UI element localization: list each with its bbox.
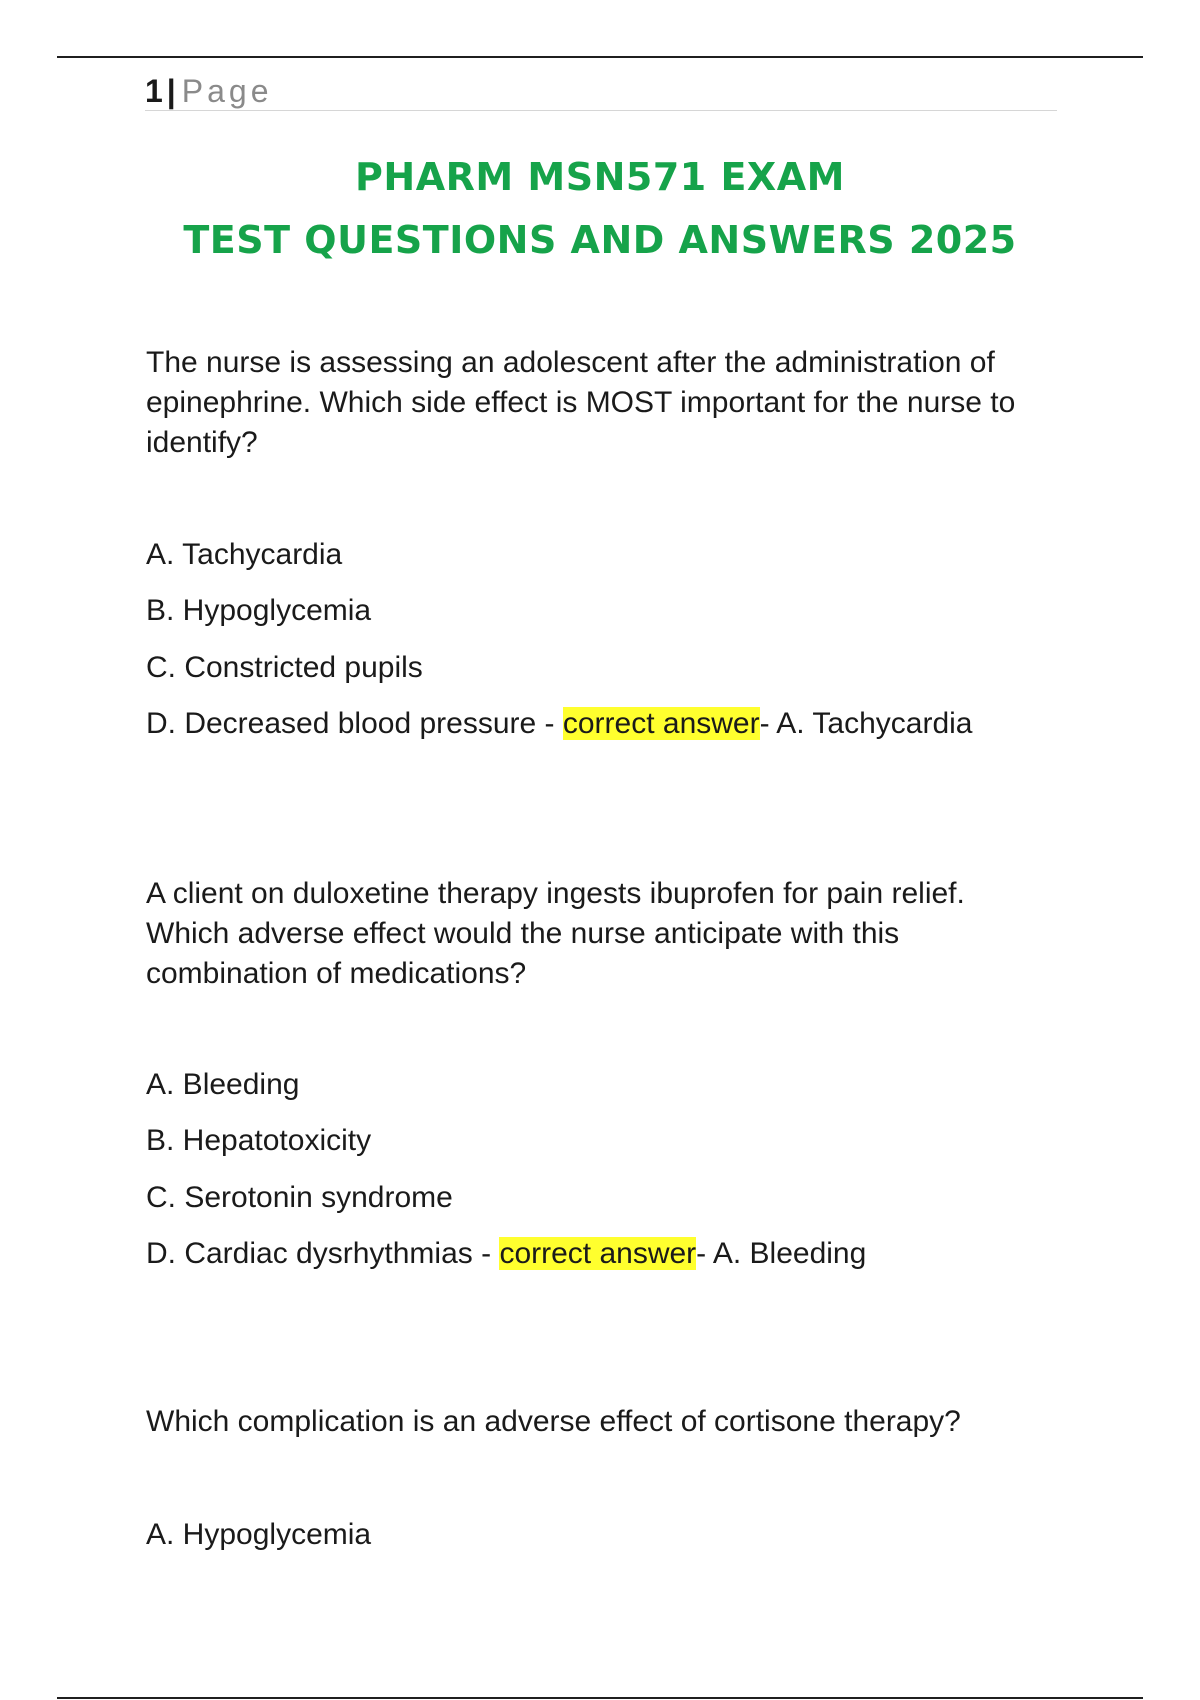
question-3-text: Which complication is an adverse effect of cortisone therapy? <box>146 1405 961 1438</box>
question-1-answer-highlight: correct answer <box>562 707 760 740</box>
question-2-option-c: C. Serotonin syndrome <box>146 1181 453 1214</box>
top-rule <box>57 56 1143 58</box>
document-title-line-1: PHARM MSN571 EXAM <box>355 155 845 199</box>
page-header <box>145 72 1057 111</box>
question-2-answer-highlight: correct answer <box>499 1237 697 1270</box>
question-2-option-d-text: D. Cardiac dysrhythmias - <box>146 1237 500 1270</box>
question-2-option-d <box>146 1234 866 1274</box>
page-label: Page <box>181 73 273 109</box>
question-2-answer-text: - A. Bleeding <box>696 1237 867 1270</box>
question-1-option-a: A. Tachycardia <box>146 538 343 571</box>
question-2-text: A client on duloxetine therapy ingests ibuprofen for pain relief. Which adverse effect would the nurse anticipate with this combination of medications? <box>146 877 965 990</box>
bottom-rule <box>57 1697 1143 1699</box>
page-separator: | <box>166 73 176 109</box>
question-1-option-c: C. Constricted pupils <box>146 651 423 684</box>
document-title-line-2: TEST QUESTIONS AND ANSWERS 2025 <box>183 218 1017 262</box>
question-1-text: The nurse is assessing an adolescent after the administration of epinephrine. Which side effect is MOST important for the nurse to identify? <box>146 346 1016 459</box>
question-2-option-a: A. Bleeding <box>146 1068 300 1101</box>
question-1-answer-text: - A. Tachycardia <box>759 707 973 740</box>
page-number: 1 <box>145 73 163 109</box>
question-1-option-b: B. Hypoglycemia <box>146 594 372 627</box>
question-3-option-a: A. Hypoglycemia <box>146 1518 372 1551</box>
question-1-option-d <box>146 704 973 744</box>
question-2-option-b: B. Hepatotoxicity <box>146 1124 372 1157</box>
question-1-option-d-text: D. Decreased blood pressure - <box>146 707 563 740</box>
